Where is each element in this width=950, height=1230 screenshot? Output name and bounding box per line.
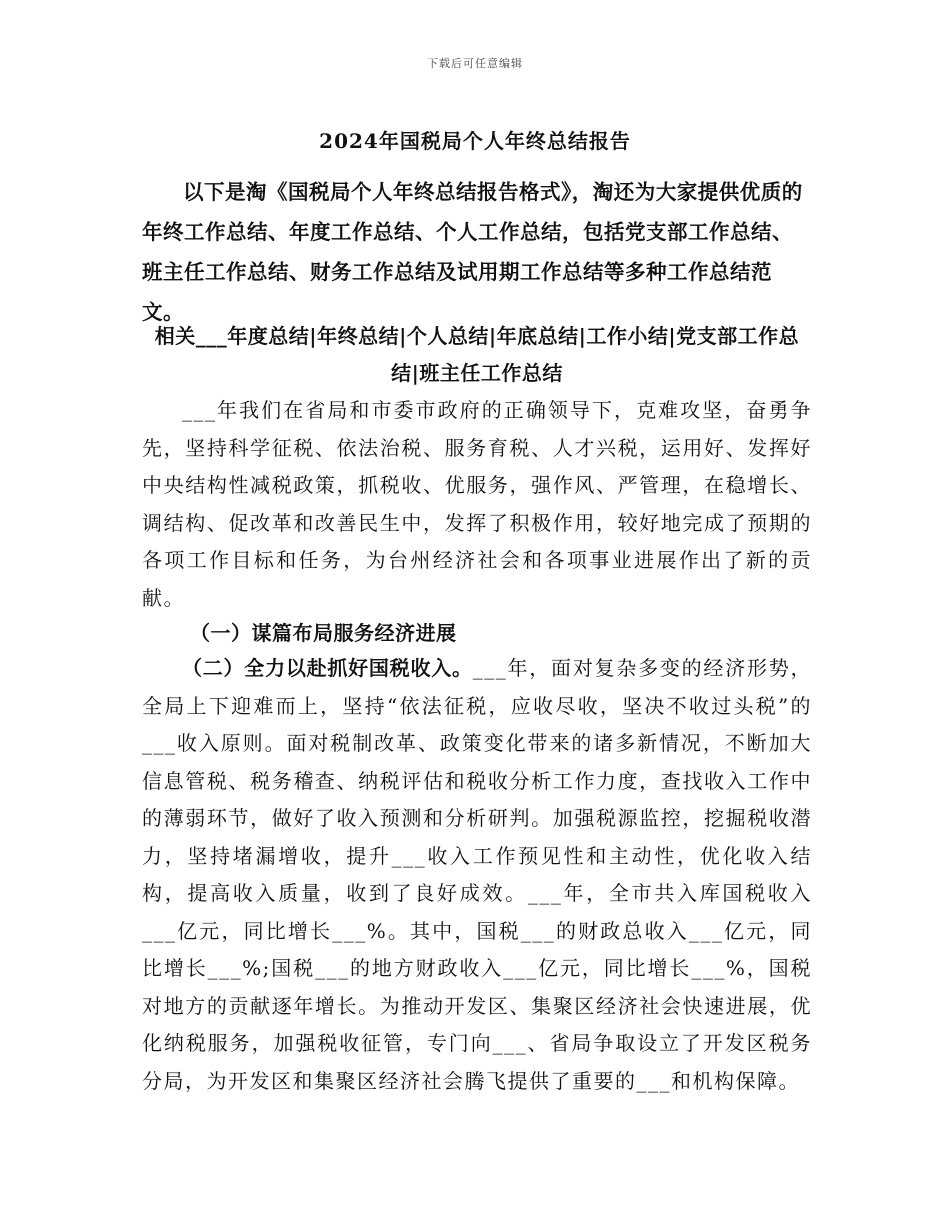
related-links-line: 相关___年度总结|年终总结|个人总结|年底总结|工作小结|党支部工作总结|班主任工作总结 <box>154 324 800 385</box>
intro-paragraph: 以下是淘《国税局个人年终总结报告格式》，淘还为大家提供优质的年终工作总结、年度工作总结、个人工作总结，包括党支部工作总结、班主任工作总结、财务工作总结及试用期工作总结等多种工作总结范文。 <box>142 180 803 324</box>
section-2-body: ___年，面对复杂多变的经济形势，全局上下迎难而上，坚持“依法征税，应收尽收，坚决不收过头税”的___收入原则。面对税制改革、政策变化带来的诸多新情况，不断加大信息管税、税务稽查、纳税评估和税收分析工作力度，查找收入工作中的薄弱环节，做好了收入预测和分析研判。加强税源监控，挖掘税收潜力，坚持堵漏增收，提升___收入工作预见性和主动性，优化收入结构，提高收入质量，收到了良好成效。___年，全市共入库国税收入___亿元，同比增长___%。其中，国税___的财政总收入___亿元，同比增长___%;国税___的地方财政收入___亿元，同比增长___%，国税对地方的贡献逐年增长。为推动开发区、集聚区经济社会快速进展，优化纳税服务，加强税收征管，专门向___、省局争取设立了开发区税务分局，为开发区和集聚区经济社会腾飞提供了重要的___和机构保障。 <box>142 656 812 1093</box>
body-paragraph-1: ___年我们在省局和市委市政府的正确领导下，克难攻坚，奋勇争先，坚持科学征税、依法治税、服务育税、人才兴税，运用好、发挥好中央结构性减税政策，抓税收、优服务，强作风、严管理，在稳增长、调结构、促改革和改善民生中，发挥了积极作用，较好地完成了预期的各项工作目标和任务，为台州经济社会和各项事业进展作出了新的贡献。 <box>142 398 812 610</box>
document-title: 2024年国税局个人年终总结报告 <box>319 129 631 153</box>
header-note: 下载后可任意编辑 <box>427 57 523 70</box>
section-heading-2: （二）全力以赴抓好国税收入。 <box>182 656 473 680</box>
section-heading-1: （一）谋篇布局服务经济进展 <box>190 621 457 645</box>
body-paragraph-2 <box>142 650 812 1100</box>
